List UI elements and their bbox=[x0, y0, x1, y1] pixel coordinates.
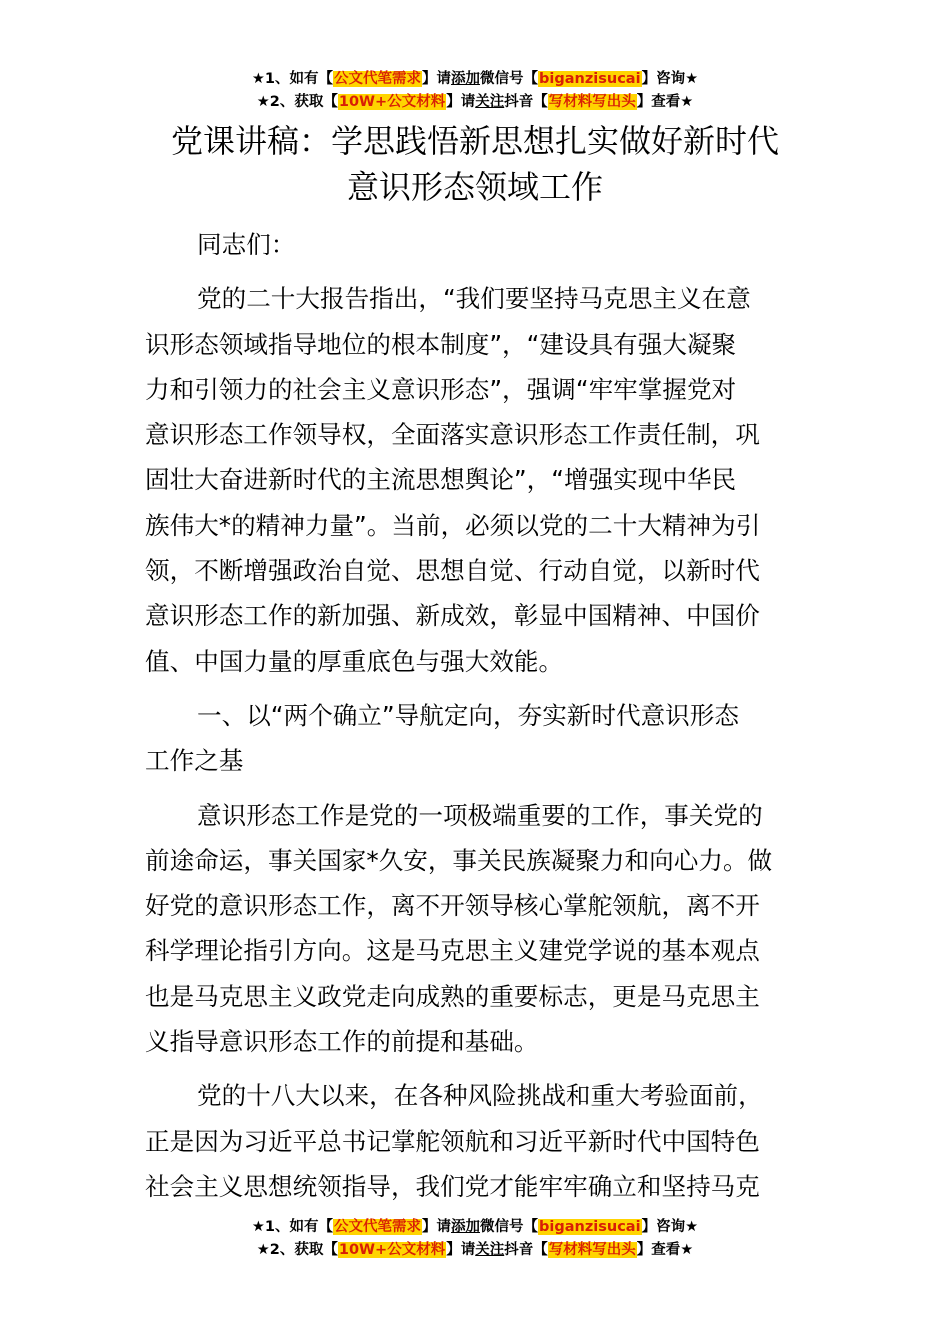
highlight-wechat-id: biganzisucai bbox=[539, 1219, 641, 1235]
document-body bbox=[145, 222, 805, 1218]
paragraph-line: 党的二十大报告指出，“我们要坚持马克思主义在意 bbox=[197, 284, 751, 314]
paragraph-line: 科学理论指引方向。这是马克思主义建党学说的基本观点 bbox=[145, 936, 760, 966]
heading-line: 工作之基 bbox=[145, 746, 244, 776]
paragraph-line: 力和引领力的社会主义意识形态”，强调“牢牢掌握党对 bbox=[145, 374, 737, 404]
highlight-materials: 10W+公文材料 bbox=[338, 94, 446, 110]
paragraph-line: 正是因为习近平总书记掌舵领航和习近平新时代中国特色 bbox=[145, 1126, 760, 1156]
highlight-service: 公文代笔需求 bbox=[334, 71, 422, 87]
paragraph-line: 党的十八大以来，在各种风险挑战和重大考验面前， bbox=[197, 1081, 763, 1111]
paragraph-1 bbox=[145, 276, 805, 684]
banner-line-2: ★2、获取【10W+公文材料】请关注抖音【写材料写出头】查看★ bbox=[256, 94, 694, 110]
paragraph-line: 意识形态工作的新加强、新成效，彰显中国精神、中国价 bbox=[145, 601, 760, 631]
paragraph-line: 族伟大*的精神力量”。当前，必须以党的二十大精神为引 bbox=[145, 510, 761, 540]
heading-line: 一、以“两个确立”导航定向，夯实新时代意识形态 bbox=[197, 700, 739, 730]
paragraph-line: 识形态领域指导地位的根本制度”，“建设具有强大凝聚 bbox=[145, 329, 737, 359]
paragraph-2 bbox=[145, 793, 805, 1065]
paragraph-3 bbox=[145, 1073, 805, 1209]
highlight-materials: 10W+公文材料 bbox=[338, 1242, 446, 1258]
banner-line-2: ★2、获取【10W+公文材料】请关注抖音【写材料写出头】查看★ bbox=[256, 1242, 694, 1258]
paragraph-line: 前途命运，事关国家*久安，事关民族凝聚力和向心力。做 bbox=[145, 845, 773, 875]
paragraph-line: 义指导意识形态工作的前提和基础。 bbox=[145, 1027, 539, 1057]
highlight-service: 公文代笔需求 bbox=[334, 1219, 422, 1235]
paragraph-line: 意识形态工作是党的一项极端重要的工作，事关党的 bbox=[197, 800, 763, 830]
highlight-wechat-id: biganzisucai bbox=[539, 71, 641, 87]
bottom-banner bbox=[0, 1216, 950, 1262]
paragraph-line: 领，不断增强政治自觉、思想自觉、行动自觉，以新时代 bbox=[145, 556, 760, 586]
paragraph-line: 固壮大奋进新时代的主流思想舆论”，“增强实现中华民 bbox=[145, 465, 737, 495]
paragraph-line: 社会主义思想统领指导，我们党才能牢牢确立和坚持马克 bbox=[145, 1171, 760, 1201]
top-banner bbox=[0, 68, 950, 114]
document-title bbox=[0, 118, 950, 210]
paragraph-line: 值、中国力量的厚重底色与强大效能。 bbox=[145, 646, 564, 676]
title-line-1: 党课讲稿：学思践悟新思想扎实做好新时代 bbox=[170, 122, 779, 160]
section-heading-1 bbox=[145, 693, 805, 784]
title-line-2: 意识形态领域工作 bbox=[346, 168, 603, 206]
highlight-douyin-id: 写材料写出头 bbox=[548, 94, 636, 110]
highlight-douyin-id: 写材料写出头 bbox=[548, 1242, 636, 1258]
greeting: 同志们： bbox=[197, 230, 296, 259]
banner-line-1: ★1、如有【公文代笔需求】请添加微信号【biganzisucai】咨询★ bbox=[251, 1219, 699, 1235]
paragraph-line: 也是马克思主义政党走向成熟的重要标志，更是马克思主 bbox=[145, 981, 760, 1011]
paragraph-line: 意识形态工作领导权，全面落实意识形态工作责任制，巩 bbox=[145, 420, 760, 450]
banner-line-1: ★1、如有【公文代笔需求】请添加微信号【biganzisucai】咨询★ bbox=[251, 71, 699, 87]
paragraph-line: 好党的意识形态工作，离不开领导核心掌舵领航，离不开 bbox=[145, 891, 760, 921]
